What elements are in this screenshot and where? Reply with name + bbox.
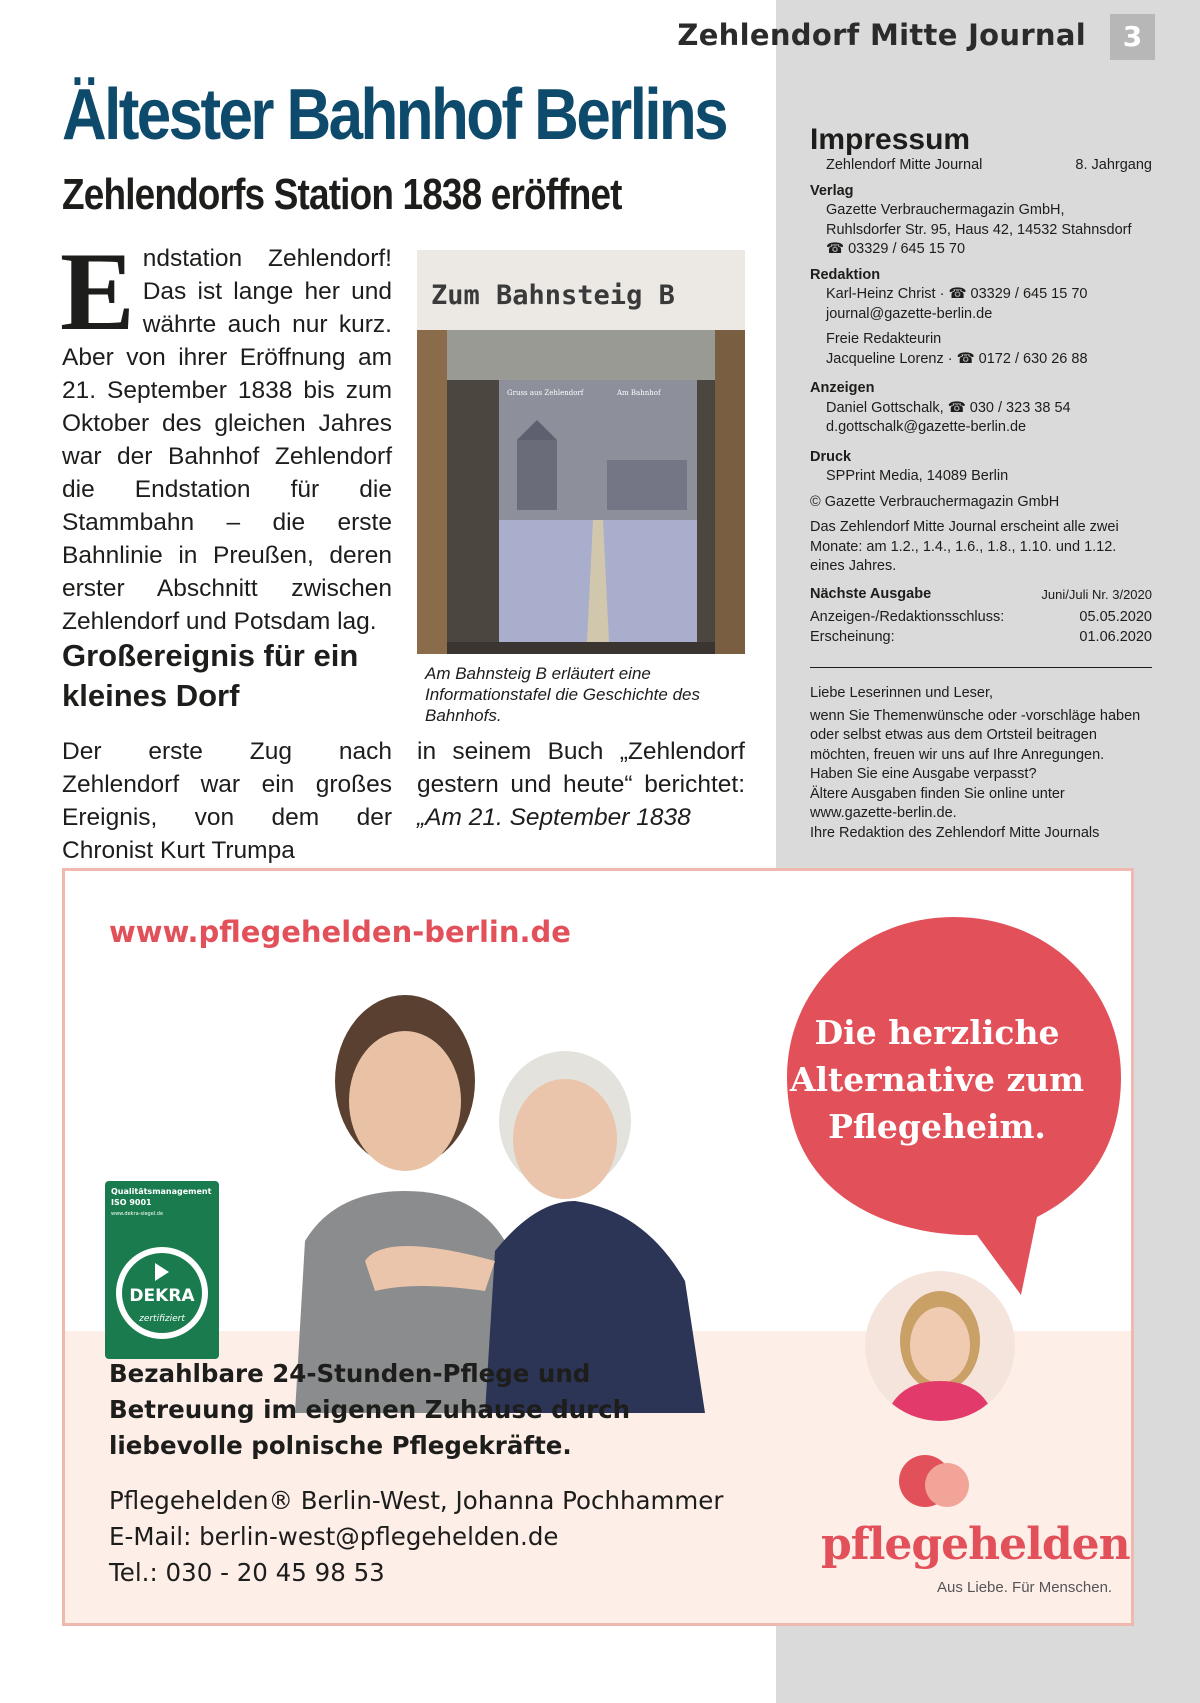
dekra-brand: DEKRA: [129, 1286, 195, 1306]
speech-bubble-text: [787, 1009, 1087, 1150]
impressum-title: Impressum: [810, 123, 971, 156]
dekra-top: Qualitätsmanagement: [111, 1187, 212, 1196]
release-row: [810, 628, 1152, 648]
logo-slogan: Aus Liebe. Für Menschen.: [937, 1579, 1113, 1596]
deadline-date: 05.05.2020: [1079, 609, 1152, 625]
verlag-name: Gazette Verbrauchermagazin GmbH,: [826, 202, 1065, 218]
redaktion-person: Karl-Heinz Christ · ☎ 03329 / 645 15 70: [826, 286, 1088, 302]
ad-url[interactable]: www.pflegehelden-berlin.de: [109, 915, 571, 949]
signoff: Ihre Redaktion des Zehlendorf Mitte Journals: [810, 824, 1100, 841]
deadline-row: [810, 608, 1152, 628]
impressum: [810, 124, 1152, 843]
impressum-journal: Zehlendorf Mitte Journal: [826, 157, 983, 173]
verlag-phone: ☎ 03329 / 645 15 70: [826, 241, 966, 257]
logo-wordmark: pflegehelden: [821, 1519, 1130, 1570]
contact-email[interactable]: E-Mail: berlin-west@pflegehelden.de: [109, 1522, 559, 1551]
freie-person: Jacqueline Lorenz · ☎ 0172 / 630 26 88: [826, 350, 1088, 367]
article-subheadline: Zehlendorfs Station 1838 eröffnet: [62, 170, 622, 219]
next-label: Nächste Ausgabe: [810, 585, 932, 602]
next-issue: Juni/Juli Nr. 3/2020: [1041, 586, 1152, 602]
freie-label: Freie Redakteurin: [826, 331, 942, 347]
paragraph-right-text: in seinem Buch „Zehlendorf gestern und heute“ berichtet:: [417, 738, 745, 798]
impressum-journal-row: [810, 156, 1152, 176]
verlag-address: Ruhlsdorfer Str. 95, Haus 42, 14532 Stahnsdorf: [826, 221, 1132, 238]
message: wenn Sie Themenwünsche oder -vorschläge haben oder selbst etwas aus dem Ortsteil beitragen möchten, freuen wir uns auf Ihre Anregungen.: [810, 707, 1141, 763]
ad-contact: [109, 1483, 723, 1591]
schedule: Das Zehlendorf Mitte Journal erscheint alle zwei Monate: am 1.2., 1.4., 1.6., 1.8., 1.10. und 1.12. eines Jahres.: [810, 519, 1119, 574]
anzeigen-email[interactable]: d.gottschalk@gazette-berlin.de: [826, 419, 1027, 435]
redaktion-label: Redaktion: [810, 266, 881, 283]
anzeigen-person: Daniel Gottschalk, ☎ 030 / 323 38 54: [826, 399, 1071, 416]
verlag-label: Verlag: [810, 182, 854, 199]
advisor-portrait-art: [865, 1271, 1015, 1421]
article-intro: [60, 230, 392, 638]
advisor-portrait: [865, 1271, 1015, 1421]
article-headline: Ältester Bahnhof Berlins: [62, 75, 727, 155]
next-issue-row: [810, 585, 1152, 605]
druck-name: SPPrint Media, 14089 Berlin: [826, 468, 1009, 484]
greeting: Liebe Leserinnen und Leser,: [810, 685, 994, 701]
photo-sign-text: Zum Bahnsteig B: [431, 280, 675, 311]
impressum-volume: 8. Jahrgang: [1075, 157, 1152, 173]
page-number: 3: [1110, 14, 1155, 60]
ad-photo-art: [265, 961, 865, 1413]
paragraph-left: Der erste Zug nach Zehlendorf war ein großes Ereignis, von dem der Chronist Kurt Trumpa: [62, 738, 392, 864]
intro-text: ndstation Zehlendorf! Das ist lange her und währte auch nur kurz. Aber von ihrer Eröffnung am 21. September 1838 bis zum Oktober des gleichen Jahres war der Bahnhof Zehlendorf die Endstation für die Stammbahn – die erste Bahnlinie in Preußen, deren erster Abschnitt zwischen Zehlendorf und Potsdam lag.: [62, 245, 392, 635]
dekra-cert: zertifiziert: [139, 1314, 185, 1324]
deadline-label: Anzeigen-/Redaktionsschluss:: [810, 609, 1005, 625]
bubble-line-2: Alternative zum: [789, 1060, 1085, 1099]
release-date: 01.06.2020: [1079, 628, 1152, 645]
bubble-line-3: Pflegeheim.: [828, 1107, 1046, 1146]
release-label: Erscheinung:: [810, 628, 895, 645]
advertisement: [62, 868, 1134, 1626]
station-photo-art: [417, 250, 745, 654]
older-issues: Ältere Ausgaben finden Sie online unter www.gazette-berlin.de.: [810, 785, 1065, 821]
bubble-line-1: Die herzliche: [814, 1013, 1060, 1052]
impressum-divider: [810, 667, 1152, 668]
copyright: © Gazette Verbrauchermagazin GmbH: [810, 493, 1060, 510]
dropcap: E: [60, 230, 135, 354]
photo-board-left: Gruss aus Zehlendorf: [507, 389, 584, 397]
paragraph-right: [417, 735, 745, 834]
journal-title: Zehlendorf Mitte Journal: [677, 18, 1086, 52]
missed: Haben Sie eine Ausgabe verpasst?: [810, 766, 1037, 782]
contact-name: Pflegehelden® Berlin-West, Johanna Pochhammer: [109, 1486, 724, 1515]
station-photo: [417, 250, 745, 654]
ad-tagline: Bezahlbare 24-Stunden-Pflege und Betreuung im eigenen Zuhause durch liebevolle polnische Pflegekräfte.: [109, 1359, 631, 1460]
section-heading: Großereignis für ein kleines Dorf: [62, 638, 359, 713]
druck-label: Druck: [810, 448, 852, 465]
pflegehelden-logo-icon: [895, 1449, 975, 1519]
dekra-iso: ISO 9001: [111, 1198, 152, 1207]
redaktion-email[interactable]: journal@gazette-berlin.de: [826, 305, 993, 322]
dekra-seal: [105, 1181, 219, 1359]
anzeigen-label: Anzeigen: [810, 380, 875, 396]
dekra-site: www.dekra-siegel.de: [111, 1211, 164, 1217]
photo-board-right: Am Bahnhof: [617, 389, 661, 397]
contact-phone[interactable]: Tel.: 030 - 20 45 98 53: [109, 1558, 385, 1587]
photo-caption: Am Bahnsteig B erläutert eine Informationstafel die Geschichte des Bahnhofs.: [425, 664, 700, 725]
paragraph-right-quote: „Am 21. September 1838: [417, 804, 691, 831]
